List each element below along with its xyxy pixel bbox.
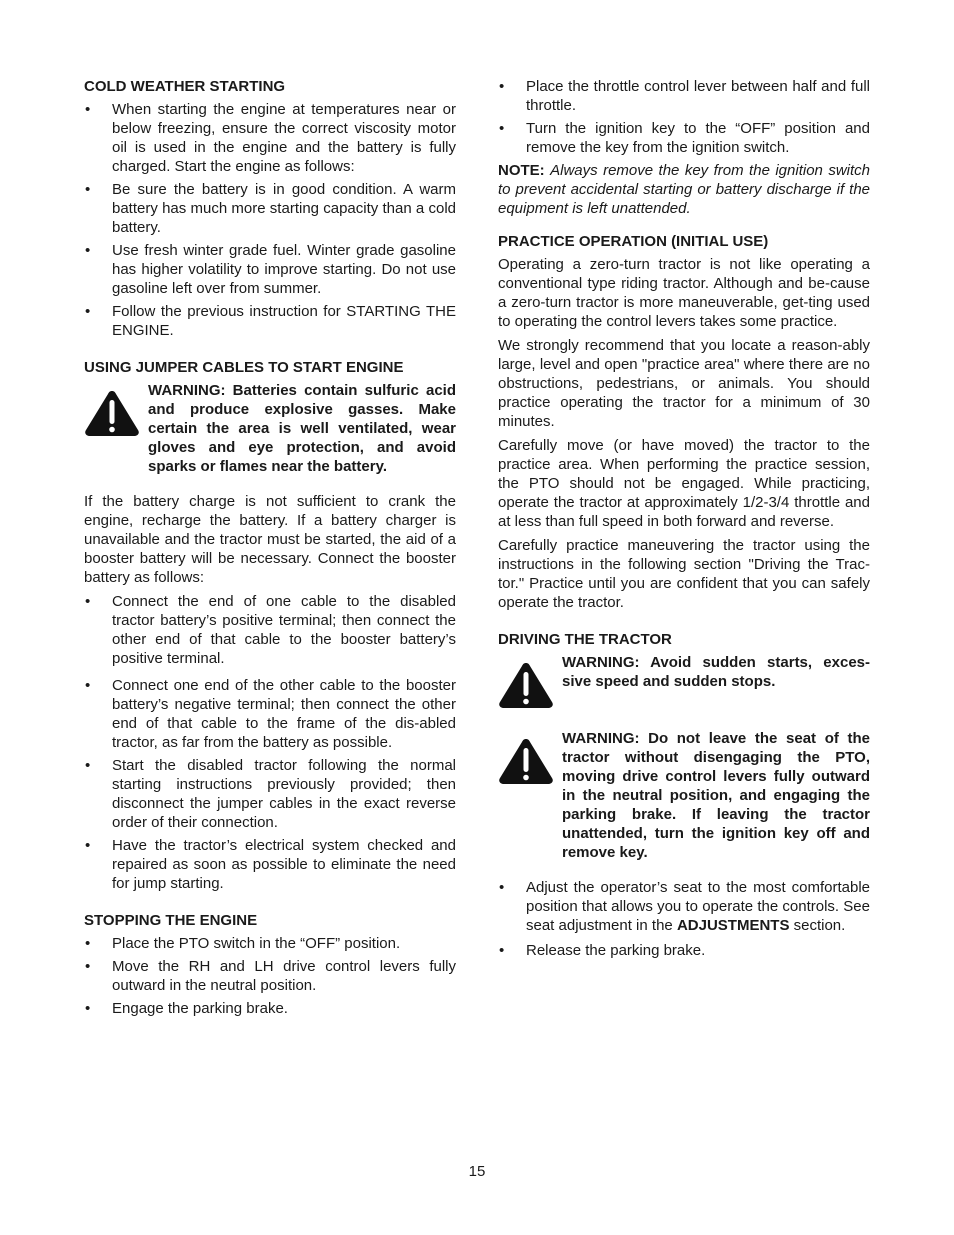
leave-seat-warning — [498, 729, 870, 862]
practice-operation-section — [498, 232, 870, 612]
list-item: • Use fresh winter grade fuel. Winter grade gasoline has higher volatility to improve starting. Do not use gasoline left over from summer. — [84, 241, 456, 298]
left-column — [84, 77, 456, 1036]
battery-warning — [84, 381, 456, 476]
leave-seat-warning-text: WARNING: Do not leave the seat of the tractor without disengaging the PTO, moving drive control levers fully outward in the neutral position, and engaging the parking brake. If leaving the tractor unattended, turn the ignition key off and remove key. — [562, 730, 870, 861]
right-column — [498, 77, 870, 978]
list-item: • Engage the parking brake. — [84, 999, 456, 1018]
list-item: • Place the throttle control lever between half and full throttle. — [498, 77, 870, 115]
list-item — [498, 878, 870, 935]
seat-adjust-text: Adjust the operator’s seat to the most comfortable position that allows you to operate the controls. See seat adjustment in the — [526, 879, 870, 934]
section-suffix: section. — [789, 917, 846, 934]
battery-warning-text: WARNING: Batteries contain sulfuric acid and produce explosive gasses. Make certain the area is well ventilated, wear gloves and eye protection, and avoid sparks or flames near the battery. — [148, 382, 456, 475]
list-item: • Connect the end of one cable to the disabled tractor battery’s positive terminal; then connect the other end of that cable to the booster battery’s positive terminal. — [84, 592, 456, 668]
page-number: 15 — [468, 1163, 486, 1180]
sudden-starts-warning-text: WARNING: Avoid sudden starts, exces-sive speed and sudden stops. — [562, 654, 870, 690]
list-item: • Turn the ignition key to the “OFF” position and remove the key from the ignition switch. — [498, 119, 870, 157]
note-text: Always remove the key from the ignition switch to prevent accidental starting or battery discharge if the equipment is left unattended. — [498, 162, 870, 217]
list-item: • Be sure the battery is in good condition. A warm battery has much more starting capacity than a cold battery. — [84, 180, 456, 237]
list-item: • Place the PTO switch in the “OFF” position. — [84, 934, 456, 953]
practice-paragraph: Carefully practice maneuvering the tractor using the instructions in the following section "Driving the Trac-tor." Practice until you are confident that you can safely operate the tractor. — [498, 537, 870, 611]
warning-exclamation-icon — [498, 737, 554, 785]
sudden-starts-warning — [498, 653, 870, 709]
jumper-steps-list — [84, 592, 456, 893]
list-item: • Release the parking brake. — [498, 941, 870, 960]
adjustments-ref: ADJUSTMENTS — [676, 917, 790, 934]
stopping-engine-heading: STOPPING THE ENGINE — [84, 912, 258, 929]
driving-steps-list — [498, 878, 870, 960]
note-label: NOTE: — [498, 162, 545, 179]
cold-weather-list — [84, 100, 456, 340]
driving-tractor-heading: DRIVING THE TRACTOR — [498, 631, 672, 648]
jumper-intro: If the battery charge is not sufficient to crank the engine, recharge the battery. If a battery charger is unavailable and the tractor must be started, the aid of a booster battery will be necessary. Connect the booster battery as follows: — [84, 493, 456, 586]
list-item: • Follow the previous instruction for STARTING THE ENGINE. — [84, 302, 456, 340]
practice-paragraph: Operating a zero-turn tractor is not like operating a conventional type riding tractor. Although and be-cause a zero-turn tractor is more maneuverable, get-ting used to operating the control levers takes some practice. — [498, 256, 870, 330]
jumper-cables-heading: USING JUMPER CABLES TO START ENGINE — [84, 359, 404, 376]
list-item: • Start the disabled tractor following the normal starting instructions previously provided; then disconnect the jumper cables in the exact reverse order of their connection. — [84, 756, 456, 832]
practice-operation-heading: PRACTICE OPERATION (INITIAL USE) — [498, 233, 769, 250]
cold-weather-section — [84, 77, 456, 340]
practice-paragraph: Carefully move (or have moved) the tractor to the practice area. When performing the practice session, the PTO should not be engaged. While practicing, operate the tractor at approximately 1/2-3/4 throttle and at less than full speed in both forward and reverse. — [498, 437, 870, 530]
stopping-engine-list — [84, 934, 456, 1018]
cold-weather-heading: COLD WEATHER STARTING — [84, 78, 286, 95]
list-item: • When starting the engine at temperatures near or below freezing, ensure the correct viscosity motor oil is used in the engine and the battery is fully charged. Start the engine as follows: — [84, 100, 456, 176]
warning-exclamation-icon — [498, 661, 554, 709]
starting-steps-list — [498, 77, 870, 157]
list-item: • Move the RH and LH drive control levers fully outward in the neutral position. — [84, 957, 456, 995]
warning-exclamation-icon — [84, 389, 140, 437]
ignition-note — [498, 161, 870, 218]
practice-paragraph: We strongly recommend that you locate a reason-ably large, level and open "practice area" where there are no obstructions, pedestrians, or animals. You should practice operating the tractor for a minimum of 30 minutes. — [498, 337, 870, 430]
list-item: • Have the tractor’s electrical system checked and repaired as soon as possible to eliminate the need for jump starting. — [84, 836, 456, 893]
driving-tractor-section — [498, 630, 870, 960]
list-item: • Connect one end of the other cable to the booster battery’s negative terminal; then connect the other end of that cable to the frame of the dis-abled tractor, as far from the battery as possible. — [84, 676, 456, 752]
stopping-engine-section — [84, 911, 456, 1018]
jumper-cables-section — [84, 358, 456, 893]
